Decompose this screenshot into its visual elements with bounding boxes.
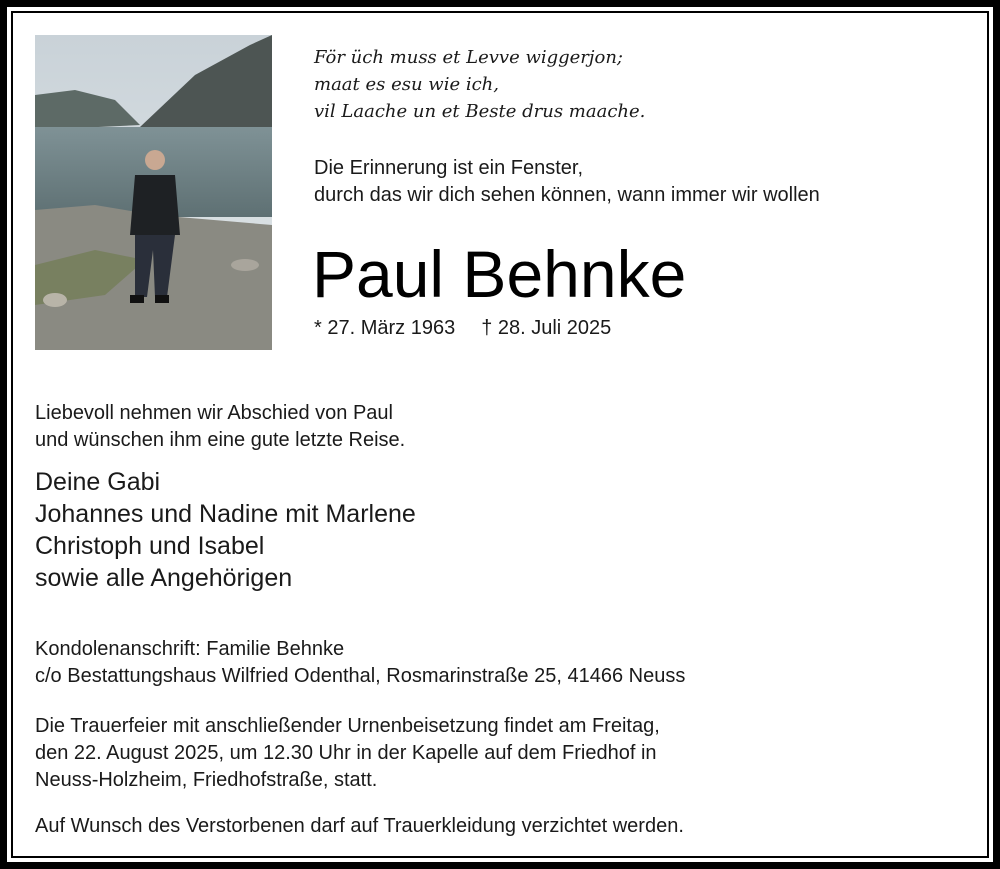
mourner: sowie alle Angehörigen [35,564,293,592]
poem-line: För üch muss et Levve wiggerjon; [314,47,623,68]
condolence-address [35,636,685,690]
deceased-name: Paul Behnke [312,237,687,311]
dialect-poem [314,44,645,125]
quote-line: durch das wir dich sehen können, wann immer wir wollen [314,184,820,206]
ceremony-line: den 22. August 2025, um 12.30 Uhr in der Kapelle auf dem Friedhof in [35,742,657,764]
mourners-list [35,466,416,594]
poem-line: maat es esu wie ich, [314,74,499,95]
ceremony-line: Die Trauerfeier mit anschließender Urnenbeisetzung findet am Freitag, [35,715,660,737]
farewell-text [35,400,405,454]
condolence-line: c/o Bestattungshaus Wilfried Odenthal, Rosmarinstraße 25, 41466 Neuss [35,665,686,687]
dress-note: Auf Wunsch des Verstorbenen darf auf Trauerkleidung verzichtet werden. [35,815,684,837]
mourner: Deine Gabi [35,468,161,496]
poem-line: vil Laache un et Beste drus maache. [314,101,646,122]
death-date: † 28. Juli 2025 [481,317,612,339]
portrait-photo [35,35,272,350]
life-dates [314,317,611,340]
birth-date: * 27. März 1963 [314,317,456,339]
memorial-quote [314,155,820,209]
mourner: Johannes und Nadine mit Marlene [35,500,416,528]
ceremony-line: Neuss-Holzheim, Friedhofstraße, statt. [35,769,378,791]
farewell-line: Liebevoll nehmen wir Abschied von Paul [35,402,393,424]
condolence-line: Kondolenanschrift: Familie Behnke [35,638,345,660]
farewell-line: und wünschen ihm eine gute letzte Reise. [35,429,406,451]
quote-line: Die Erinnerung ist ein Fenster, [314,157,584,179]
mourner: Christoph und Isabel [35,532,265,560]
ceremony-info [35,713,660,794]
